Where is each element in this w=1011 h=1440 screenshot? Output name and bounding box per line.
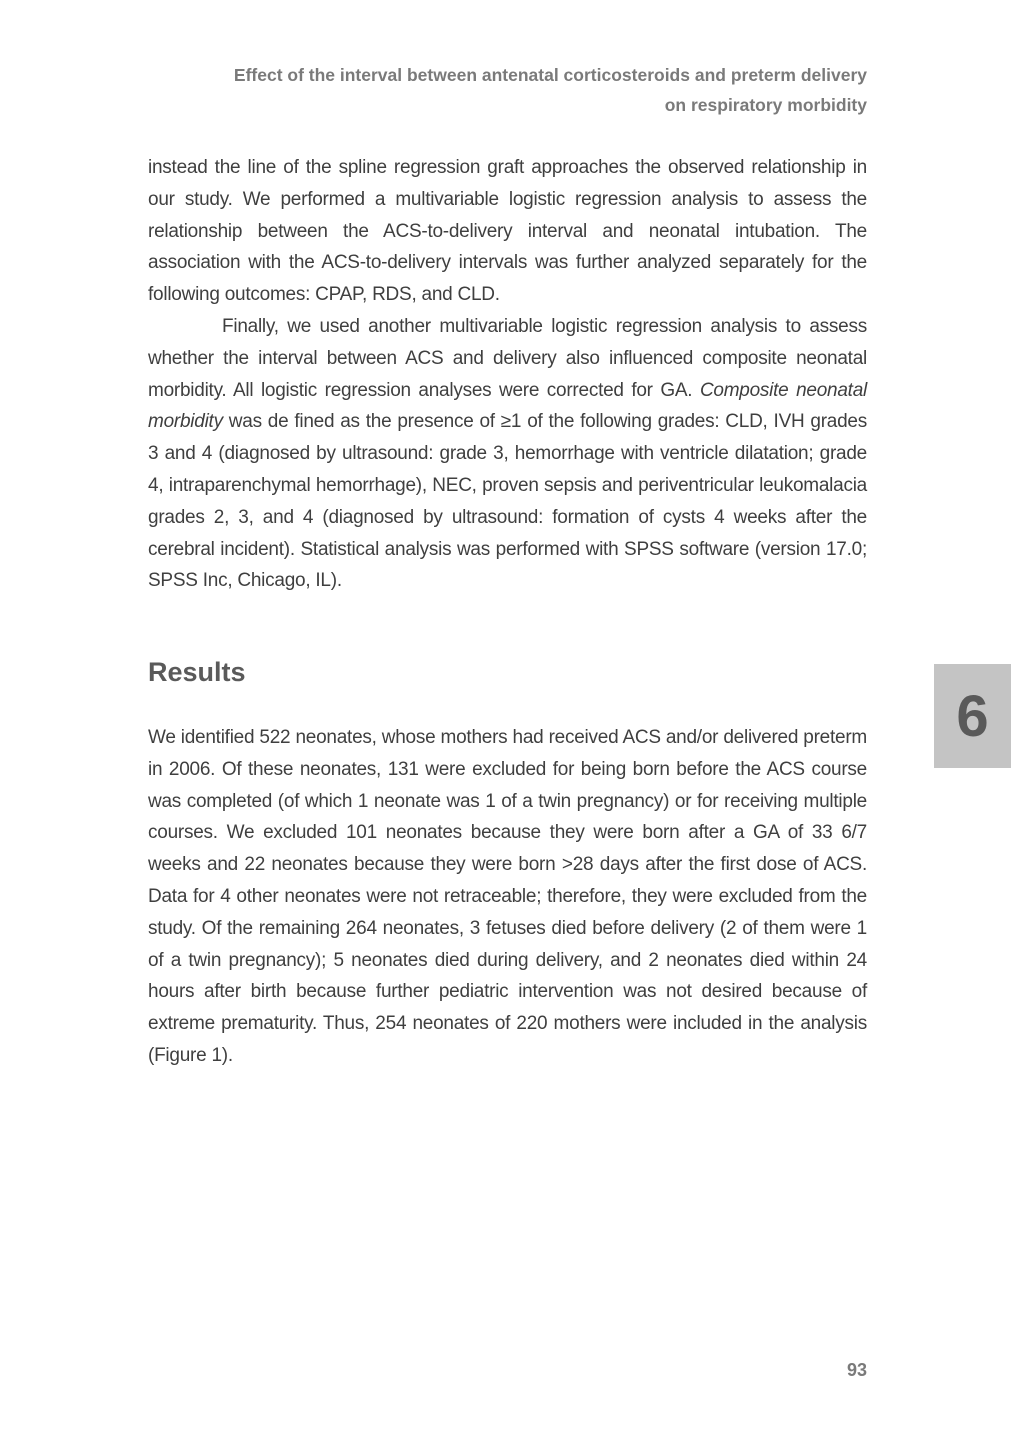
composite-morbidity-term: Composite neonatal morbidity [148, 379, 867, 433]
methods-text [148, 152, 867, 597]
running-header-line-2: on respiratory morbidity [664, 95, 867, 115]
methods-paragraph-2 [148, 311, 867, 597]
running-header-line-1: Effect of the interval between antenatal corticosteroids and preterm delivery [233, 65, 867, 85]
methods-paragraph-2-rest: was de fined as the presence of ≥1 of the following grades: CLD, IVH grades 3 and 4 (diagnosed by ultrasound: grade 3, hemorrhage with ventricle dilatation; grade 4, intraparenchymal hemorrhage), NEC, proven sepsis and periventricular leukomalacia grades 2, 3, and 4 (diagnosed by ultrasound: formation of cysts 4 weeks after the cerebral incident). Statistical analysis was performed with SPSS software (version 17.0; SPSS Inc, Chicago, IL). [148, 411, 867, 592]
results-text [148, 722, 867, 1072]
methods-paragraph-1: instead the line of the spline regression graft approaches the observed relationship in our study. We performed a multivariable logistic regression analysis to assess the relationship between the ACS-to-delivery interval and neonatal intubation. The association with the ACS-to-delivery intervals was further analyzed separately for the following outcomes: CPAP, RDS, and CLD. [148, 157, 867, 306]
results-heading: Results [148, 657, 246, 687]
methods-paragraph-2-intro: Finally, we used another multivariable logistic regression analysis to assess whether the interval between ACS and delivery also influenced composite neonatal morbidity. All logistic regression analyses were corrected for GA. [148, 315, 867, 401]
running-header [148, 60, 867, 120]
page-number: 93 [846, 1360, 867, 1380]
results-paragraph: We identified 522 neonates, whose mothers had received ACS and/or delivered preterm in 2006. Of these neonates, 131 were excluded for being born before the ACS course was completed (of which 1 neonate was 1 of a twin pregnancy) or for receiving multiple courses. We excluded 101 neonates because they were born after a GA of 33 6/7 weeks and 22 neonates because they were born >28 days after the first dose of ACS. Data for 4 other neonates were not retraceable; therefore, they were excluded from the study. Of the remaining 264 neonates, 3 fetuses died before delivery (2 of them were 1 of a twin pregnancy); 5 neonates died during delivery, and 2 neonates died within 24 hours after birth because further pediatric intervention was not desired because of extreme prematurity. Thus, 254 neonates of 220 mothers were included in the analysis (Figure 1). [148, 727, 867, 1066]
chapter-tab: 6 [934, 664, 1011, 768]
